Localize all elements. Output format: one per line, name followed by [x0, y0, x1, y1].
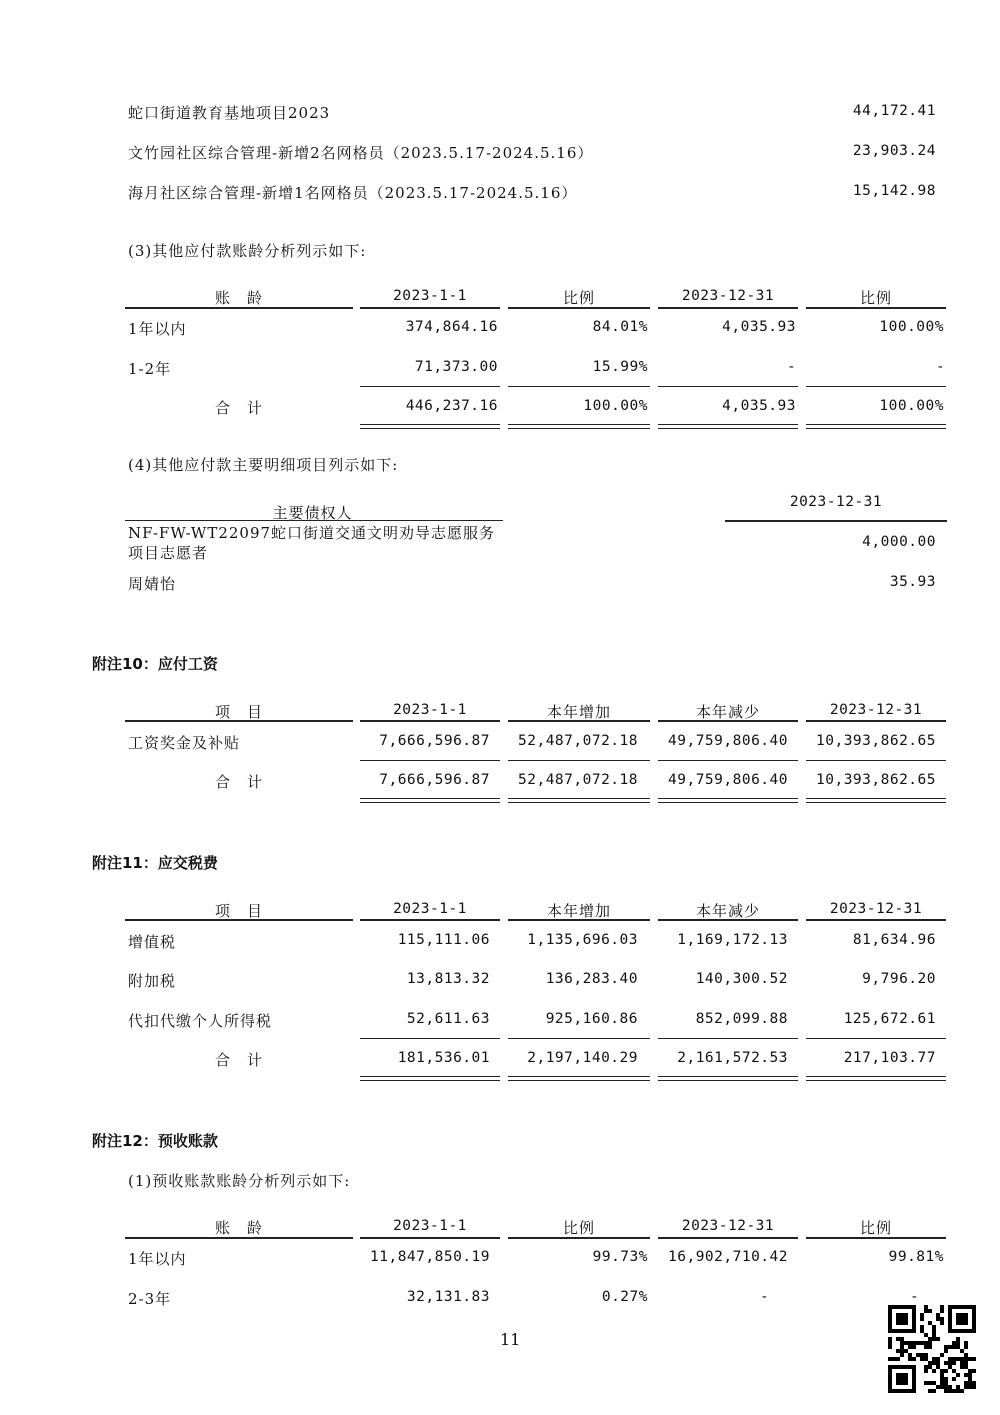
total-cell: 2,197,140.29	[527, 1050, 638, 1066]
column-header: 本年增加	[546, 902, 611, 920]
table-cell: 125,672.61	[843, 1011, 936, 1027]
double-rule	[360, 428, 500, 429]
header-rule	[658, 720, 798, 722]
total-cell: 52,487,072.18	[518, 772, 638, 788]
header-rule	[125, 919, 353, 921]
table-cell: -	[910, 1289, 920, 1305]
subtotal-rule	[806, 760, 946, 761]
header-rule	[360, 1237, 500, 1239]
subtotal-rule	[658, 386, 798, 387]
double-rule	[658, 428, 798, 429]
header-rule	[725, 520, 947, 522]
subtotal-rule	[508, 760, 650, 761]
section-subtitle: (1)预收账款账龄分析列示如下:	[128, 1172, 351, 1190]
table-cell: -	[787, 359, 797, 375]
table-cell: 99.81%	[888, 1249, 944, 1265]
total-cell: 100.00%	[879, 398, 944, 414]
table-cell: -	[760, 1289, 770, 1305]
double-rule	[508, 798, 650, 799]
double-rule	[658, 424, 798, 425]
header-rule	[125, 720, 353, 722]
column-header: 本年减少	[695, 703, 760, 721]
table-cell: 15.99%	[592, 359, 648, 375]
item-value: 44,172.41	[852, 103, 936, 119]
total-cell: 181,536.01	[397, 1050, 490, 1066]
subtotal-rule	[360, 1038, 500, 1039]
page-number: 11	[500, 1330, 521, 1349]
row-label: 周婧怡	[128, 575, 177, 593]
table-cell: 52,487,072.18	[518, 733, 638, 749]
qr-code-icon	[888, 1305, 976, 1393]
column-header: 项 目	[214, 902, 263, 920]
double-rule	[806, 802, 946, 803]
table-cell: 136,283.40	[545, 971, 638, 987]
column-header: 比例	[859, 289, 892, 307]
double-rule	[508, 428, 650, 429]
header-rule	[508, 720, 650, 722]
table-cell: 1,169,172.13	[677, 932, 788, 948]
table-cell: 115,111.06	[397, 932, 490, 948]
total-cell: 49,759,806.40	[668, 772, 788, 788]
header-rule	[658, 1237, 798, 1239]
subtotal-rule	[360, 760, 500, 761]
header-rule	[806, 307, 946, 309]
table-cell: 99.73%	[592, 1249, 648, 1265]
subtotal-rule	[658, 760, 798, 761]
table-cell: 9,796.20	[862, 971, 936, 987]
header-rule	[508, 1237, 650, 1239]
total-cell: 7,666,596.87	[379, 772, 490, 788]
total-cell: 2,161,572.53	[677, 1050, 788, 1066]
header-rule	[360, 720, 500, 722]
section-heading: 附注12：预收账款	[92, 1132, 218, 1150]
table-cell: 11,847,850.19	[370, 1249, 490, 1265]
column-header: 本年减少	[695, 902, 760, 920]
header-rule	[508, 307, 650, 309]
column-header: 2023-12-31	[829, 901, 923, 917]
row-label: 增值税	[128, 933, 177, 951]
item-name: 海月社区综合管理-新增1名网格员（2023.5.17-2024.5.16）	[128, 184, 578, 202]
row-label: NF-FW-WT22097蛇口街道交通文明劝导志愿服务项目志愿者	[128, 524, 496, 562]
double-rule	[508, 1076, 650, 1077]
header-rule	[658, 307, 798, 309]
column-header: 本年增加	[546, 703, 611, 721]
column-header: 比例	[562, 289, 595, 307]
total-label: 合 计	[214, 1051, 263, 1069]
subtotal-rule	[508, 1038, 650, 1039]
column-header: 比例	[859, 1219, 892, 1237]
column-header: 主要债权人	[272, 504, 353, 522]
header-rule	[806, 919, 946, 921]
header-rule	[508, 919, 650, 921]
double-rule	[508, 802, 650, 803]
section-subtitle: (4)其他应付款主要明细项目列示如下:	[128, 456, 399, 474]
table-cell: 84.01%	[592, 319, 648, 335]
double-rule	[658, 798, 798, 799]
column-header: 2023-12-31	[681, 1218, 775, 1234]
total-cell: 217,103.77	[843, 1050, 936, 1066]
column-header: 2023-1-1	[393, 702, 467, 718]
section-heading: 附注11：应交税费	[92, 854, 218, 872]
table-cell: 32,131.83	[406, 1289, 490, 1305]
double-rule	[806, 428, 946, 429]
column-header: 2023-12-31	[681, 288, 775, 304]
double-rule	[508, 424, 650, 425]
row-label: 代扣代缴个人所得税	[128, 1012, 273, 1030]
header-rule	[360, 919, 500, 921]
table-cell: 7,666,596.87	[379, 733, 490, 749]
column-header: 账 龄	[214, 1219, 263, 1237]
row-label: 附加税	[128, 972, 177, 990]
table-cell: 925,160.86	[545, 1011, 638, 1027]
row-label: 工资奖金及补贴	[128, 734, 241, 752]
total-cell: 446,237.16	[405, 398, 498, 414]
total-label: 合 计	[214, 773, 263, 791]
double-rule	[508, 1080, 650, 1081]
subtotal-rule	[360, 386, 500, 387]
table-cell: 4,035.93	[722, 319, 796, 335]
header-rule	[360, 307, 500, 309]
section-heading: 附注10：应付工资	[92, 655, 218, 673]
column-header: 2023-1-1	[393, 901, 467, 917]
double-rule	[360, 424, 500, 425]
table-cell: 4,000.00	[862, 534, 936, 550]
table-cell: 52,611.63	[406, 1011, 490, 1027]
total-label: 合 计	[214, 399, 263, 417]
double-rule	[658, 1076, 798, 1077]
item-value: 15,142.98	[852, 183, 936, 199]
header-rule	[125, 520, 503, 521]
row-label: 1-2年	[128, 360, 172, 378]
double-rule	[806, 1076, 946, 1077]
table-cell: -	[936, 359, 946, 375]
double-rule	[360, 798, 500, 799]
header-rule	[806, 720, 946, 722]
total-cell: 100.00%	[583, 398, 648, 414]
header-rule	[806, 1237, 946, 1239]
column-header: 账 龄	[214, 289, 263, 307]
table-cell: 100.00%	[879, 319, 944, 335]
subtotal-rule	[508, 386, 650, 387]
total-cell: 4,035.93	[722, 398, 796, 414]
subtotal-rule	[806, 1038, 946, 1039]
column-header: 项 目	[214, 703, 263, 721]
item-name: 文竹园社区综合管理-新增2名网格员（2023.5.17-2024.5.16）	[128, 144, 594, 162]
subtotal-rule	[806, 386, 946, 387]
total-cell: 10,393,862.65	[816, 772, 936, 788]
table-cell: 374,864.16	[405, 319, 498, 335]
double-rule	[806, 1080, 946, 1081]
row-label: 1年以内	[128, 1250, 187, 1268]
double-rule	[360, 1080, 500, 1081]
table-cell: 0.27%	[601, 1289, 648, 1305]
table-cell: 852,099.88	[695, 1011, 788, 1027]
double-rule	[360, 1076, 500, 1077]
table-cell: 10,393,862.65	[816, 733, 936, 749]
item-name: 蛇口街道教育基地项目2023	[128, 104, 331, 122]
table-cell: 71,373.00	[414, 359, 498, 375]
table-cell: 81,634.96	[852, 932, 936, 948]
table-cell: 140,300.52	[695, 971, 788, 987]
table-cell: 1,135,696.03	[527, 932, 638, 948]
double-rule	[658, 1080, 798, 1081]
column-header: 2023-1-1	[393, 1218, 467, 1234]
column-header: 比例	[562, 1219, 595, 1237]
double-rule	[360, 802, 500, 803]
column-header: 2023-12-31	[789, 494, 883, 510]
item-value: 23,903.24	[852, 143, 936, 159]
subtotal-rule	[658, 1038, 798, 1039]
table-cell: 13,813.32	[406, 971, 490, 987]
double-rule	[806, 798, 946, 799]
table-cell: 35.93	[889, 574, 936, 590]
double-rule	[806, 424, 946, 425]
table-cell: 16,902,710.42	[668, 1249, 788, 1265]
row-label: 1年以内	[128, 320, 187, 338]
header-rule	[125, 307, 353, 309]
header-rule	[125, 1237, 353, 1239]
table-cell: 49,759,806.40	[668, 733, 788, 749]
header-rule	[658, 919, 798, 921]
double-rule	[658, 802, 798, 803]
column-header: 2023-1-1	[393, 288, 467, 304]
column-header: 2023-12-31	[829, 702, 923, 718]
row-label: 2-3年	[128, 1290, 172, 1308]
section-subtitle: (3)其他应付款账龄分析列示如下:	[128, 242, 367, 260]
